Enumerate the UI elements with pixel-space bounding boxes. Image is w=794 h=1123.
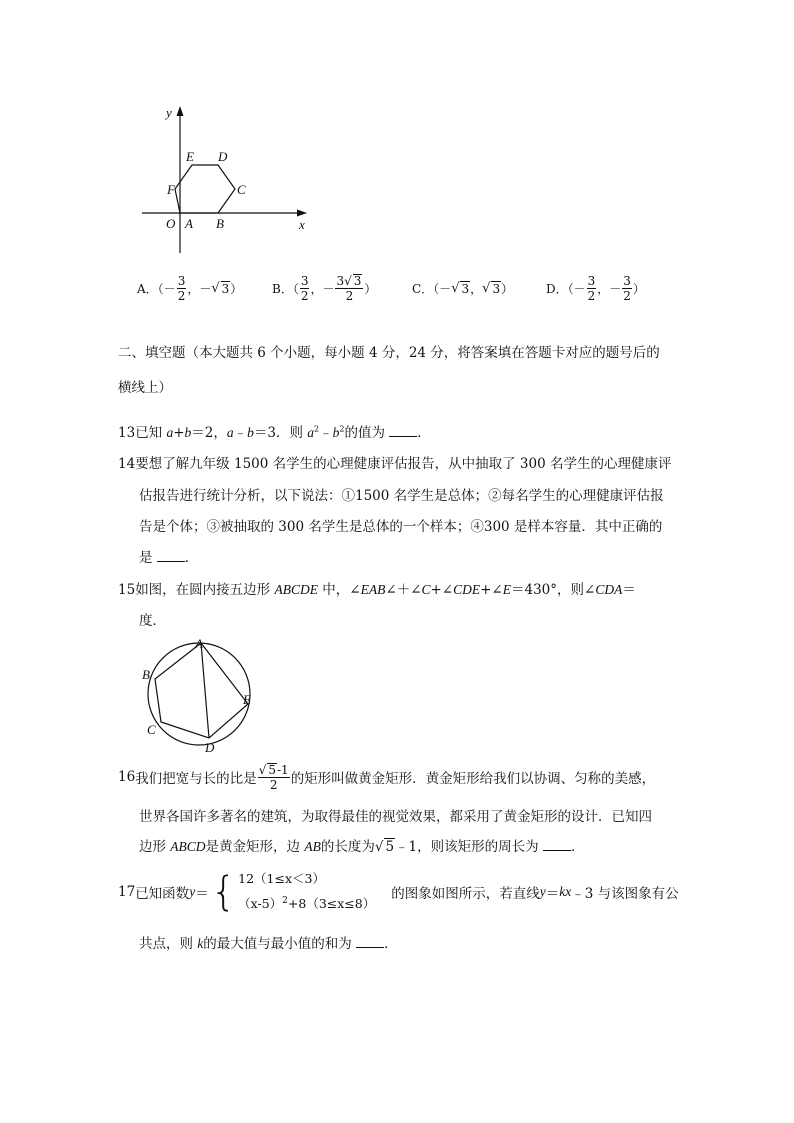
option-b [272, 270, 376, 306]
question-16-line3: 边形 ABCD是黄金矩形，边 AB的长度为√ 5﹣1，则该矩形的周长为 ． [139, 839, 585, 855]
option-c: C．（－ √ 3 ， √ 3 ） [412, 280, 514, 296]
option-a-minus: － [163, 281, 176, 296]
option-d-close: ） [632, 281, 645, 296]
cyclic-pentagon-figure [134, 634, 264, 754]
option-c-rad2: 3 [492, 281, 501, 296]
option-d [546, 270, 645, 306]
question-15-line2: 度． [139, 613, 166, 629]
option-b-frac1: $\frac{3}{2}$ [300, 273, 309, 303]
question-16-line1: 16 我们把宽与长的比是 $\frac{√ 5-1}{2}$ 的矩形叫做黄金矩形．黄金矩形给我们以协调、匀称的美感， [118, 763, 656, 792]
question-15-line1: 15如图，在圆内接五边形 ABCDE 中，∠EAB∠＋∠C+∠CDE+∠E＝430°，则∠CDA＝ [118, 582, 636, 598]
option-a: A．（ － $\frac{3}{2}$ ，－ √ 3 ） [137, 273, 243, 303]
piecewise-case-1: 12（1≤x＜3） [238, 871, 325, 887]
question-14-line1: 14要想了解九年级 1500 名学生的心理健康评估报告，从中抽取了 300 名学生的心理健康评 [118, 456, 672, 472]
question-17-line2: 共点，则 k的最大值与最小值的和为 ． [139, 936, 398, 952]
question-14-line2: 估报告进行统计分析，以下说法：①1500 名学生是总体；②每名学生的心理健康评估报 [139, 488, 664, 504]
q15-number: 15 [118, 582, 136, 598]
question-17-line1: 17 已知函数 y ＝ { 12（1≤x＜3） $(x-5)^2+8(3\le x\le 8)$ 的图象如图所示，若直线 y ＝ kx ﹣3 与该图象有公 [118, 869, 679, 915]
piecewise-case-2: $(x-5)^2+8(3\le x\le 8)$ [238, 896, 376, 912]
option-d-frac1: $\frac{3}{2}$ [587, 273, 596, 303]
label-c: C [147, 722, 156, 737]
q16-golden-ratio: $\frac{√ 5-1}{2}$ [258, 763, 289, 792]
option-d-frac2: $\frac{3}{2}$ [623, 273, 631, 303]
option-d-minus: － [573, 281, 586, 296]
hexagon-coordinate-figure [130, 98, 320, 258]
option-a-label: A．（ [137, 281, 164, 296]
q17-answer-blank [356, 946, 384, 948]
q13-number: 13 [118, 425, 136, 441]
label-x: x [299, 217, 305, 232]
question-16-line2: 世界各国许多著名的建筑，为取得最佳的视觉效果，都采用了黄金矩形的设计．已知四 [139, 809, 652, 825]
question-14-line3: 告是个体；③被抽取的 300 名学生是总体的一个样本；④300 是样本容量．其中正确的 [139, 519, 663, 535]
label-a: A [185, 216, 193, 231]
q14-number: 14 [118, 456, 136, 472]
x-axis-arrow [297, 210, 307, 217]
piecewise-cases [238, 868, 375, 915]
q14-answer-blank [157, 560, 185, 562]
question-14-line4: 是 ． [139, 550, 199, 566]
label-e: E [186, 149, 194, 164]
option-b-frac2: $\frac{3√ 3}{2}$ [336, 274, 362, 303]
q13-answer-blank [389, 435, 417, 437]
option-a-frac: $\frac{3}{2}$ [177, 273, 186, 303]
option-b-label: B．（ [272, 281, 299, 296]
label-b: B [142, 667, 150, 682]
piecewise-brace: { [210, 869, 237, 915]
label-e: E [243, 692, 251, 707]
section-title-line1: 二、填空题（本大题共 6 个小题，每小题 4 分，24 分，将答案填在答题卡对应的题号后的 [118, 345, 660, 361]
q16-number: 16 [118, 769, 136, 785]
diagonal-ad [201, 643, 209, 738]
section-title-line2: 横线上） [118, 380, 172, 396]
label-d: D [218, 149, 228, 164]
label-y: y [166, 105, 172, 120]
option-c-label: C．（－ [412, 281, 452, 296]
option-b-close: ） [364, 281, 377, 296]
label-b: B [216, 216, 224, 231]
label-o: O [166, 216, 176, 231]
option-c-close: ） [501, 281, 514, 296]
circumcircle [148, 643, 250, 745]
label-c: C [237, 182, 246, 197]
option-a-sep: ，－ [187, 281, 212, 296]
q16-answer-blank [543, 849, 571, 851]
option-b-sep: ，－ [310, 281, 335, 296]
label-a: A [195, 636, 203, 651]
option-c-sep: ， [470, 281, 483, 296]
option-a-close: ） [230, 281, 243, 296]
option-a-rad: 3 [221, 281, 230, 296]
y-axis-arrow [177, 106, 184, 116]
option-c-rad1: 3 [461, 281, 470, 296]
option-d-sep: ，－ [597, 281, 622, 296]
q13-text: 已知 [135, 425, 167, 441]
label-f: F [167, 182, 175, 197]
hexagon-shape [175, 165, 235, 213]
option-d-label: D．（ [546, 281, 574, 296]
q17-number: 17 [118, 884, 136, 900]
label-d: D [205, 740, 215, 754]
question-13: 13已知 a+b＝2，a﹣b＝3．则 $a^2﹣b^2$的值为 ． [118, 424, 431, 441]
